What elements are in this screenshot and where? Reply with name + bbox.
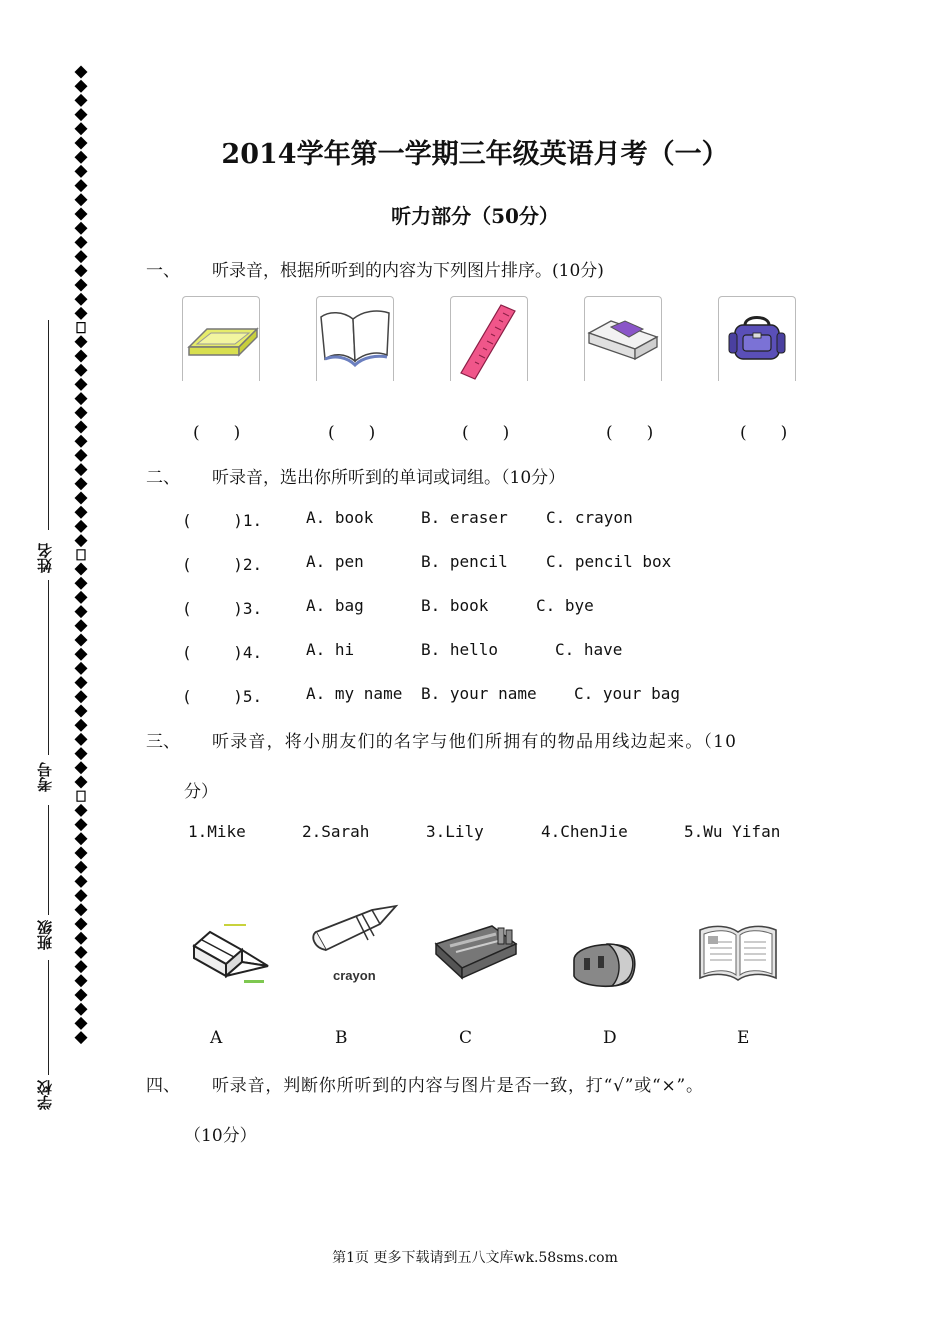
question-5-option-a: A. my name	[306, 684, 403, 703]
page-footer: 第1页 更多下载请到五八文库wk.58sms.com	[332, 1250, 618, 1266]
question-3-option-c: C. bye	[536, 596, 594, 615]
crayon-sketch-icon	[306, 902, 401, 964]
margin-diamond	[75, 421, 88, 434]
school-label: 学校	[36, 1080, 54, 1110]
margin-diamond	[75, 974, 88, 987]
question-1-option-a: A. book	[306, 508, 374, 527]
margin-diamond	[75, 918, 88, 931]
picture-label-d: D	[603, 1028, 617, 1048]
margin-diamond	[75, 875, 88, 888]
ruler-picture	[450, 296, 528, 381]
question-2-option-a: A. pen	[306, 552, 364, 571]
margin-diamond	[75, 463, 88, 476]
question-2-option-b: B. pencil	[421, 552, 508, 571]
margin-diamond	[75, 946, 88, 959]
question-3-blank[interactable]: ( )3.	[182, 599, 263, 618]
schoolbag-picture	[718, 296, 796, 381]
pencil-sketch-icon	[190, 920, 275, 988]
question-3-option-b: B. book	[421, 596, 489, 615]
margin-diamond	[75, 932, 88, 945]
margin-diamond	[75, 449, 88, 462]
margin-diamond	[77, 550, 85, 560]
margin-diamond	[75, 534, 88, 547]
book-icon	[317, 297, 393, 381]
question-2-option-c: C. pencil box	[546, 552, 672, 571]
section2-number: 二、	[146, 468, 180, 488]
answer-blank-2[interactable]: ( )	[328, 423, 376, 443]
name-line	[48, 320, 49, 530]
margin-diamond	[75, 279, 88, 292]
question-4-option-b: B. hello	[421, 640, 499, 659]
margin-diamond	[75, 889, 88, 902]
margin-diamond	[75, 619, 88, 632]
margin-diamond	[75, 989, 88, 1002]
margin-diamond	[75, 80, 88, 93]
pencil-case-sketch-icon	[432, 920, 522, 982]
question-5-option-c: C. your bag	[574, 684, 680, 703]
answer-blank-5[interactable]: ( )	[740, 423, 788, 443]
margin-diamond	[75, 705, 88, 718]
margin-diamond	[75, 960, 88, 973]
margin-diamond	[75, 676, 88, 689]
page-subtitle: 听力部分（50分）	[391, 204, 559, 228]
margin-diamond	[75, 1031, 88, 1044]
margin-diamond	[75, 236, 88, 249]
margin-diamond	[75, 492, 88, 505]
class-label: 班级	[36, 920, 54, 950]
picture-label-c: C	[459, 1028, 473, 1048]
margin-diamond	[75, 477, 88, 490]
margin-diamond	[75, 733, 88, 746]
eraser-icon	[585, 297, 661, 381]
open-book-sketch-icon	[696, 920, 780, 986]
section1-number: 一、	[146, 261, 180, 281]
margin-diamond	[75, 335, 88, 348]
number-label: 考号	[36, 762, 54, 792]
margin-diamond	[75, 847, 88, 860]
section2-instruction: 听录音，选出你所听到的单词或词组。（10分）	[212, 468, 566, 488]
margin-diamond	[75, 747, 88, 760]
page-title: 2014学年第一学期三年级英语月考（一）	[221, 139, 729, 170]
child-name-5: 5.Wu Yifan	[684, 822, 781, 841]
question-4-option-c: C. have	[555, 640, 623, 659]
eraser-picture	[584, 296, 662, 381]
section1-instruction: 听录音，根据所听到的内容为下列图片排序。(10分)	[212, 261, 604, 281]
picture-label-a: A	[210, 1028, 223, 1048]
class-line	[48, 805, 49, 915]
margin-diamond	[75, 406, 88, 419]
child-name-2: 2.Sarah	[302, 822, 370, 841]
question-3-option-a: A. bag	[306, 596, 364, 615]
section3-number: 三、	[146, 732, 180, 752]
section4-number: 四、	[146, 1076, 180, 1096]
margin-diamond	[75, 818, 88, 831]
margin-diamond	[75, 108, 88, 121]
question-4-blank[interactable]: ( )4.	[182, 643, 263, 662]
margin-diamond	[75, 634, 88, 647]
margin-diamond	[75, 179, 88, 192]
margin-diamond	[75, 861, 88, 874]
margin-diamond	[75, 776, 88, 789]
answer-blank-1[interactable]: ( )	[193, 423, 241, 443]
child-name-4: 4.ChenJie	[541, 822, 628, 841]
question-2-blank[interactable]: ( )2.	[182, 555, 263, 574]
margin-diamond	[75, 364, 88, 377]
eraser-sketch-icon	[568, 936, 640, 992]
margin-diamond	[75, 250, 88, 263]
margin-diamond	[75, 307, 88, 320]
crayon-caption: crayon	[333, 968, 376, 983]
number-line	[48, 580, 49, 755]
pencil-box-picture	[182, 296, 260, 381]
margin-diamond	[75, 506, 88, 519]
margin-diamond	[75, 804, 88, 817]
answer-blank-3[interactable]: ( )	[462, 423, 510, 443]
question-5-option-b: B. your name	[421, 684, 537, 703]
schoolbag-icon	[719, 297, 795, 381]
margin-diamond	[75, 1017, 88, 1030]
section4-instruction-cont: （10分）	[184, 1126, 257, 1146]
margin-diamond	[75, 719, 88, 732]
ruler-icon	[451, 297, 527, 381]
margin-diamond	[75, 94, 88, 107]
margin-diamond	[75, 264, 88, 277]
question-1-option-c: C. crayon	[546, 508, 633, 527]
margin-diamond	[75, 591, 88, 604]
school-line	[48, 960, 49, 1075]
name-label: 姓名	[36, 543, 54, 573]
margin-diamond	[75, 662, 88, 675]
margin-diamond	[75, 577, 88, 590]
question-5-blank[interactable]: ( )5.	[182, 687, 263, 706]
section3-instruction-cont: 分）	[184, 782, 218, 802]
margin-diamond	[75, 66, 88, 79]
book-picture	[316, 296, 394, 381]
pencil-box-icon	[183, 297, 259, 381]
section3-instruction: 听录音，将小朋友们的名字与他们所拥有的物品用线边起来。（10	[212, 732, 738, 752]
margin-diamond	[75, 435, 88, 448]
margin-diamond	[75, 563, 88, 576]
child-name-1: 1.Mike	[188, 822, 246, 841]
margin-diamond	[77, 323, 85, 333]
section4-instruction: 听录音，判断你所听到的内容与图片是否一致，打“√”或“×”。	[212, 1076, 704, 1096]
margin-diamond	[75, 378, 88, 391]
margin-diamond	[75, 392, 88, 405]
margin-diamond	[75, 350, 88, 363]
margin-diamond	[75, 605, 88, 618]
margin-diamond	[75, 293, 88, 306]
margin-diamond	[75, 903, 88, 916]
margin-diamond	[75, 690, 88, 703]
margin-diamond	[75, 648, 88, 661]
picture-label-e: E	[737, 1028, 750, 1048]
picture-label-b: B	[335, 1028, 348, 1048]
answer-blank-4[interactable]: ( )	[606, 423, 654, 443]
question-1-blank[interactable]: ( )1.	[182, 511, 263, 530]
margin-diamond	[75, 761, 88, 774]
question-1-option-b: B. eraser	[421, 508, 508, 527]
margin-diamond	[75, 520, 88, 533]
margin-diamond	[75, 1003, 88, 1016]
margin-diamond	[77, 791, 85, 801]
question-4-option-a: A. hi	[306, 640, 355, 659]
margin-diamond	[75, 832, 88, 845]
child-name-3: 3.Lily	[426, 822, 484, 841]
